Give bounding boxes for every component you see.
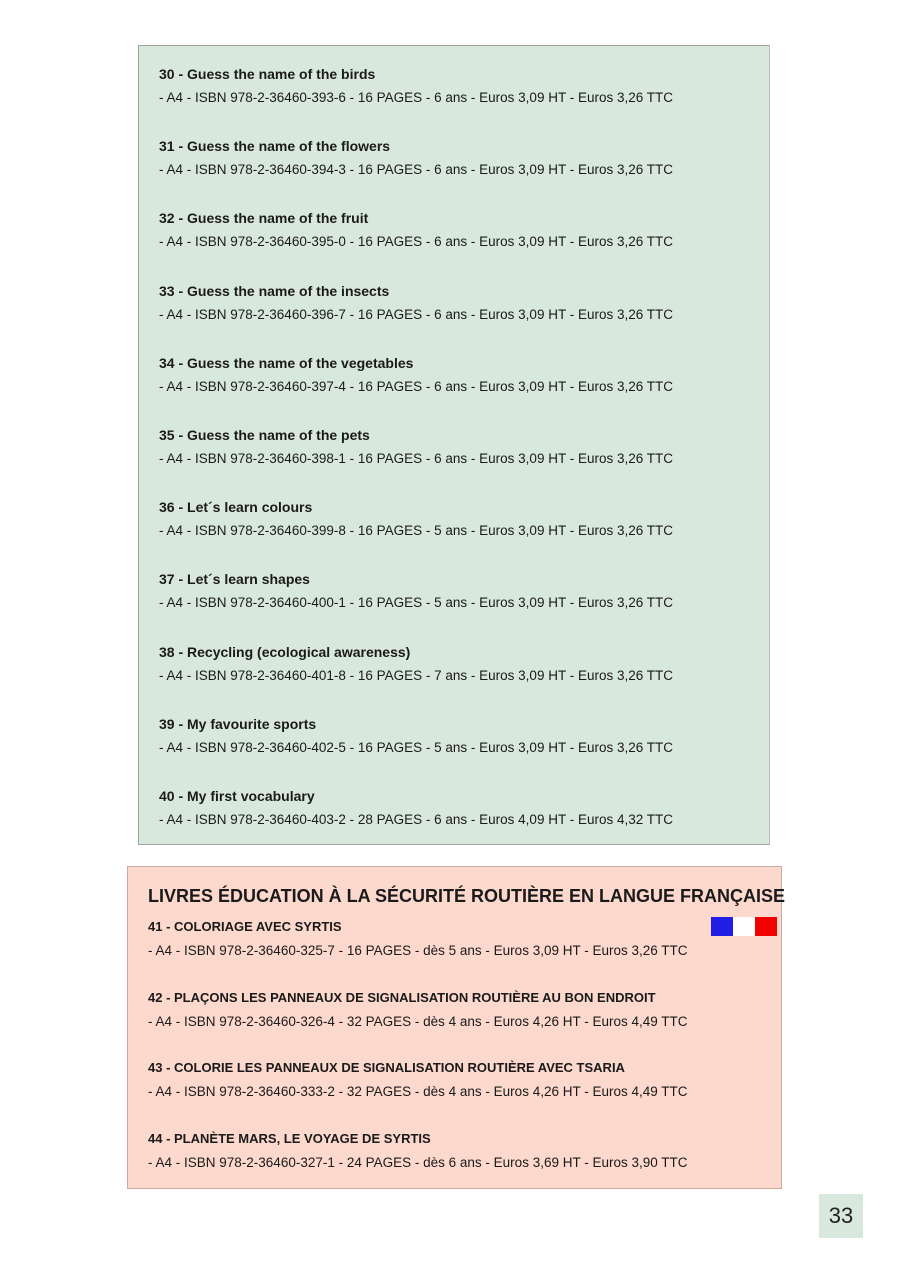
book-entry-40 [159,788,759,860]
book-details: - A4 - ISBN 978-2-36460-400-1 - 16 PAGES - 5 ans - Euros 3,09 HT - Euros 3,26 TTC [159,595,673,611]
book-details: - A4 - ISBN 978-2-36460-403-2 - 28 PAGES - 6 ans - Euros 4,09 HT - Euros 4,32 TTC [159,811,673,827]
book-entry-30 [159,66,759,138]
book-entry-39 [159,716,759,788]
book-entry-41 [148,919,777,990]
book-title: 37 - Let´s learn shapes [159,571,310,588]
book-details: - A4 - ISBN 978-2-36460-333-2 - 32 PAGES - dès 4 ans - Euros 4,26 HT - Euros 4,49 TTC [148,1084,688,1100]
book-details: - A4 - ISBN 978-2-36460-327-1 - 24 PAGES - dès 6 ans - Euros 3,69 HT - Euros 3,90 TTC [148,1155,688,1171]
book-entry-37 [159,571,759,643]
book-details: - A4 - ISBN 978-2-36460-325-7 - 16 PAGES - dès 5 ans - Euros 3,09 HT - Euros 3,26 TTC [148,943,688,958]
book-title: 36 - Let´s learn colours [159,499,313,516]
book-details: - A4 - ISBN 978-2-36460-394-3 - 16 PAGES - 6 ans - Euros 3,09 HT - Euros 3,26 TTC [159,162,673,178]
book-title: 43 - COLORIE LES PANNEAUX DE SIGNALISATION ROUTIÈRE AVEC TSARIA [148,1060,625,1076]
book-title: 44 - PLANÈTE MARS, LE VOYAGE DE SYRTIS [148,1131,431,1147]
french-books-panel [127,866,786,1189]
book-entry-32 [159,210,759,282]
book-entry-42 [148,990,777,1061]
book-entry-43 [148,1060,777,1131]
book-entry-38 [159,644,759,716]
book-details: - A4 - ISBN 978-2-36460-399-8 - 16 PAGES - 5 ans - Euros 3,09 HT - Euros 3,26 TTC [159,523,673,539]
book-details: - A4 - ISBN 978-2-36460-398-1 - 16 PAGES - 6 ans - Euros 3,09 HT - Euros 3,26 TTC [159,450,673,466]
book-title: 42 - PLAÇONS LES PANNEAUX DE SIGNALISATION ROUTIÈRE AU BON ENDROIT [148,989,656,1005]
english-books-panel [138,45,770,845]
book-entry-44 [148,1131,777,1202]
book-entry-35 [159,427,759,499]
book-details: - A4 - ISBN 978-2-36460-393-6 - 16 PAGES - 6 ans - Euros 3,09 HT - Euros 3,26 TTC [159,90,673,105]
english-book-list [159,66,759,860]
book-title: 35 - Guess the name of the pets [159,426,370,443]
book-title: 30 - Guess the name of the birds [159,66,376,82]
book-title: 41 - COLORIAGE AVEC SYRTIS [148,919,342,934]
book-title: 32 - Guess the name of the fruit [159,210,369,227]
book-details: - A4 - ISBN 978-2-36460-326-4 - 32 PAGES - dès 4 ans - Euros 4,26 HT - Euros 4,49 TTC [148,1013,688,1029]
book-title: 31 - Guess the name of the flowers [159,138,391,155]
book-details: - A4 - ISBN 978-2-36460-396-7 - 16 PAGES - 6 ans - Euros 3,09 HT - Euros 3,26 TTC [159,306,673,322]
book-entry-33 [159,283,759,355]
section-heading: LIVRES ÉDUCATION À LA SÉCURITÉ ROUTIÈRE EN LANGUE FRANÇAISE [148,886,786,906]
book-entry-34 [159,355,759,427]
book-title: 40 - My first vocabulary [159,787,315,804]
book-details: - A4 - ISBN 978-2-36460-402-5 - 16 PAGES - 5 ans - Euros 3,09 HT - Euros 3,26 TTC [159,739,673,755]
book-title: 39 - My favourite sports [159,715,317,732]
book-entry-36 [159,499,759,571]
book-details: - A4 - ISBN 978-2-36460-401-8 - 16 PAGES - 7 ans - Euros 3,09 HT - Euros 3,26 TTC [159,667,673,683]
book-title: 33 - Guess the name of the insects [159,282,390,299]
book-entry-31 [159,138,759,210]
page-number: 33 [819,1194,863,1238]
french-book-list [148,919,777,1202]
book-details: - A4 - ISBN 978-2-36460-397-4 - 16 PAGES - 6 ans - Euros 3,09 HT - Euros 3,26 TTC [159,378,673,394]
book-details: - A4 - ISBN 978-2-36460-395-0 - 16 PAGES - 6 ans - Euros 3,09 HT - Euros 3,26 TTC [159,234,673,250]
book-title: 34 - Guess the name of the vegetables [159,354,414,371]
book-title: 38 - Recycling (ecological awareness) [159,643,411,660]
